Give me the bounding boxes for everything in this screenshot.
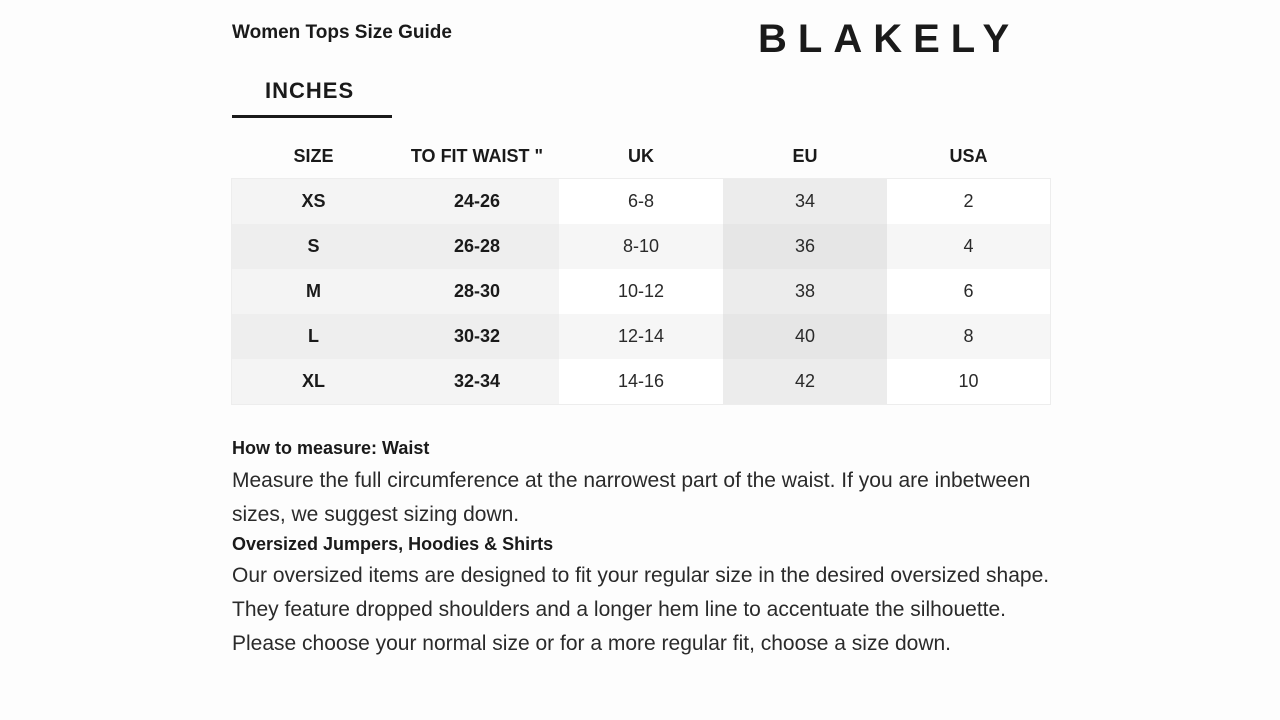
tab-inches[interactable] — [232, 76, 392, 118]
cell-waist: 26-28 — [395, 224, 559, 269]
column-header-waist: TO FIT WAIST " — [410, 146, 544, 166]
cell-waist: 24-26 — [395, 179, 559, 224]
oversized-text: Our oversized items are designed to fit your regular size in the desired oversized shape. They feature dropped shoulders and a longer hem line to accentuate the silhouette. Please choose your normal size or for a more regular fit, choose a size down. — [232, 564, 1050, 655]
cell-usa: 8 — [887, 314, 1050, 359]
cell-waist: 28-30 — [395, 269, 559, 314]
table-row — [232, 359, 1050, 404]
cell-usa: 10 — [887, 359, 1050, 404]
cell-waist: 30-32 — [395, 314, 559, 359]
cell-usa: 4 — [887, 224, 1050, 269]
cell-waist: 32-34 — [395, 359, 559, 404]
oversized-heading: Oversized Jumpers, Hoodies & Shirts — [232, 534, 554, 554]
cell-eu: 38 — [723, 269, 887, 314]
page-title: Women Tops Size Guide — [232, 22, 452, 43]
waist-text: Measure the full circumference at the narrowest part of the waist. If you are inbetween sizes, we suggest sizing down. — [232, 469, 1031, 526]
cell-uk: 10-12 — [559, 269, 723, 314]
table-header-row — [232, 134, 1050, 179]
table-row — [232, 179, 1050, 224]
cell-size: XS — [232, 179, 395, 224]
cell-size: XL — [232, 359, 395, 404]
waist-heading: How to measure: Waist — [232, 438, 430, 458]
measure-guide — [232, 436, 1062, 661]
column-header-size: SIZE — [293, 146, 334, 166]
cell-uk: 6-8 — [559, 179, 723, 224]
column-header-uk: UK — [628, 146, 654, 166]
cell-uk: 12-14 — [559, 314, 723, 359]
cell-size: S — [232, 224, 395, 269]
cell-uk: 14-16 — [559, 359, 723, 404]
cell-eu: 36 — [723, 224, 887, 269]
cell-usa: 2 — [887, 179, 1050, 224]
tab-inches-label: INCHES — [265, 78, 355, 103]
column-header-usa: USA — [949, 146, 988, 166]
table-row — [232, 224, 1050, 269]
table-row — [232, 314, 1050, 359]
size-table — [232, 134, 1050, 404]
cell-eu: 42 — [723, 359, 887, 404]
cell-size: L — [232, 314, 395, 359]
cell-eu: 40 — [723, 314, 887, 359]
table-row — [232, 269, 1050, 314]
cell-uk: 8-10 — [559, 224, 723, 269]
cell-eu: 34 — [723, 179, 887, 224]
brand-logo: BLAKELY — [758, 17, 1021, 61]
column-header-eu: EU — [792, 146, 818, 166]
cell-usa: 6 — [887, 269, 1050, 314]
cell-size: M — [232, 269, 395, 314]
